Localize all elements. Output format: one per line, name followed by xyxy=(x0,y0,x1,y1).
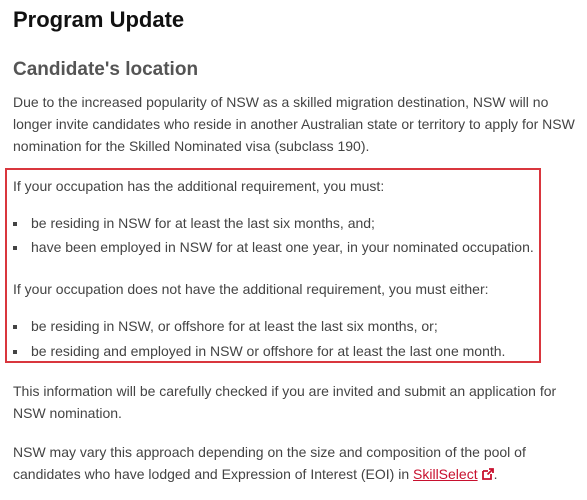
list-item-text: be residing in NSW for at least the last six months, and; xyxy=(31,215,375,231)
skillselect-link-text[interactable]: SkillSelect xyxy=(413,466,478,482)
list-item xyxy=(13,340,505,362)
list-item-text: be residing and employed in NSW or offshore for at least the last one month. xyxy=(31,343,506,359)
square-bullet-icon xyxy=(13,246,17,250)
list-item xyxy=(13,315,438,337)
list-item xyxy=(13,212,375,234)
variation-note-end: . xyxy=(493,466,498,482)
list-item-text: have been employed in NSW for at least one year, in your nominated occupation. xyxy=(31,239,534,255)
square-bullet-icon xyxy=(13,325,17,329)
list-item-text: be residing in NSW, or offshore for at least the last six months, or; xyxy=(31,318,438,334)
intro-paragraph: Due to the increased popularity of NSW as a skilled migration destination, NSW will no longer invite candidates who reside in another Australian state or territory to apply for NSW nomination for the Skilled Nominated visa (subclass 190). xyxy=(13,94,575,154)
skillselect-link[interactable] xyxy=(413,466,494,482)
external-link-icon[interactable] xyxy=(482,468,494,480)
page-title: Program Update xyxy=(13,7,185,32)
section-heading: Candidate's location xyxy=(13,59,199,80)
list-item xyxy=(13,236,534,258)
requirement-lead-with-additional: If your occupation has the additional requirement, you must: xyxy=(13,178,385,194)
variation-note-text: NSW may vary this approach depending on the size and composition of the pool of candidates who have lodged and Expression of Interest (EOI) in xyxy=(13,444,526,482)
requirement-lead-without-additional: If your occupation does not have the additional requirement, you must either: xyxy=(13,281,489,297)
variation-note-paragraph xyxy=(13,441,579,485)
square-bullet-icon xyxy=(13,350,17,354)
square-bullet-icon xyxy=(13,222,17,226)
checked-note-paragraph: This information will be carefully checked if you are invited and submit an application for NSW nomination. xyxy=(13,383,557,421)
